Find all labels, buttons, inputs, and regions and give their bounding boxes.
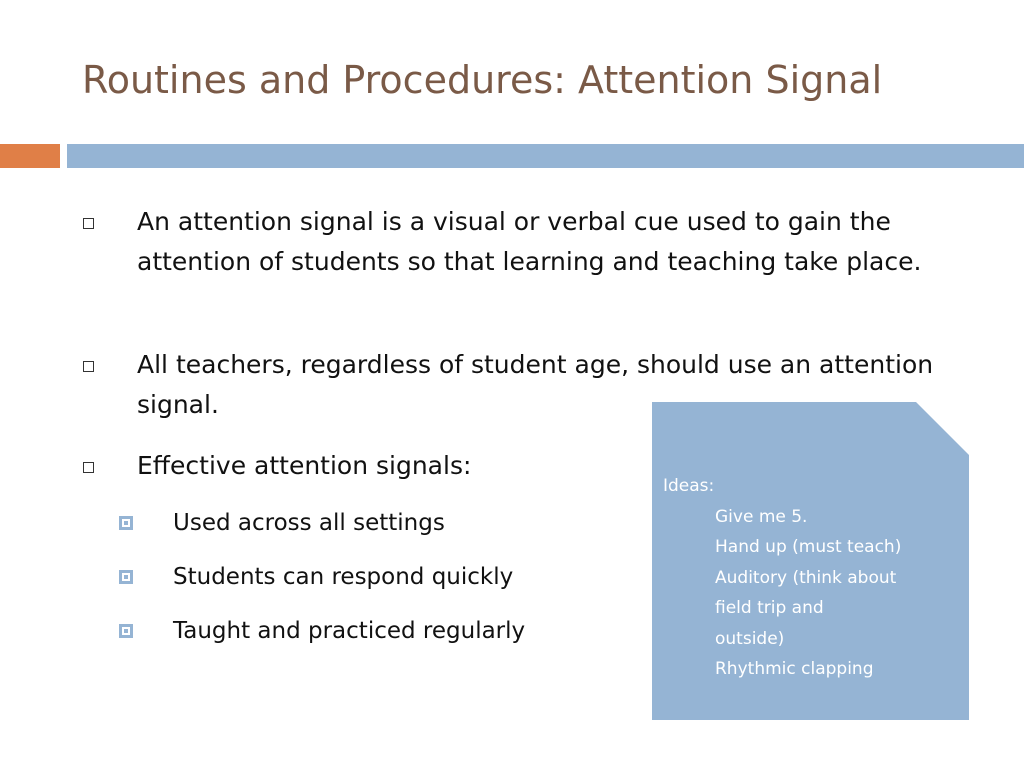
sub-bullet-item: Taught and practiced regularly (173, 618, 526, 644)
sub-bullet-item: Used across all settings (173, 510, 445, 536)
ideas-heading: Ideas: (663, 476, 715, 496)
slide-title: Routines and Procedures: Attention Signal (82, 58, 883, 102)
accent-bar-orange (0, 144, 60, 168)
bullet-item: An attention signal is a visual or verbal cue used to gain the attention of students so that learning and teaching take place. (137, 207, 922, 276)
idea-item: Give me 5. (715, 506, 808, 527)
idea-item: Rhythmic clapping (715, 659, 874, 679)
ideas-note (663, 471, 953, 685)
square-bullet-icon (83, 218, 94, 229)
bullet-item: All teachers, regardless of student age, should use an attention signal. (137, 350, 934, 419)
sub-bullet-icon (119, 570, 133, 584)
idea-item: field trip and (715, 598, 824, 618)
sub-bullet-icon (119, 624, 133, 638)
square-bullet-icon (83, 361, 94, 372)
accent-bar-blue (67, 144, 1024, 168)
square-bullet-icon (83, 462, 94, 473)
sub-bullet-item: Students can respond quickly (173, 564, 514, 590)
idea-item: Hand up (must teach) (715, 537, 902, 557)
idea-item: outside) (715, 628, 785, 649)
idea-item: Auditory (think about (715, 567, 897, 588)
bullet-item: Effective attention signals: (137, 451, 472, 480)
sub-bullet-icon (119, 516, 133, 530)
